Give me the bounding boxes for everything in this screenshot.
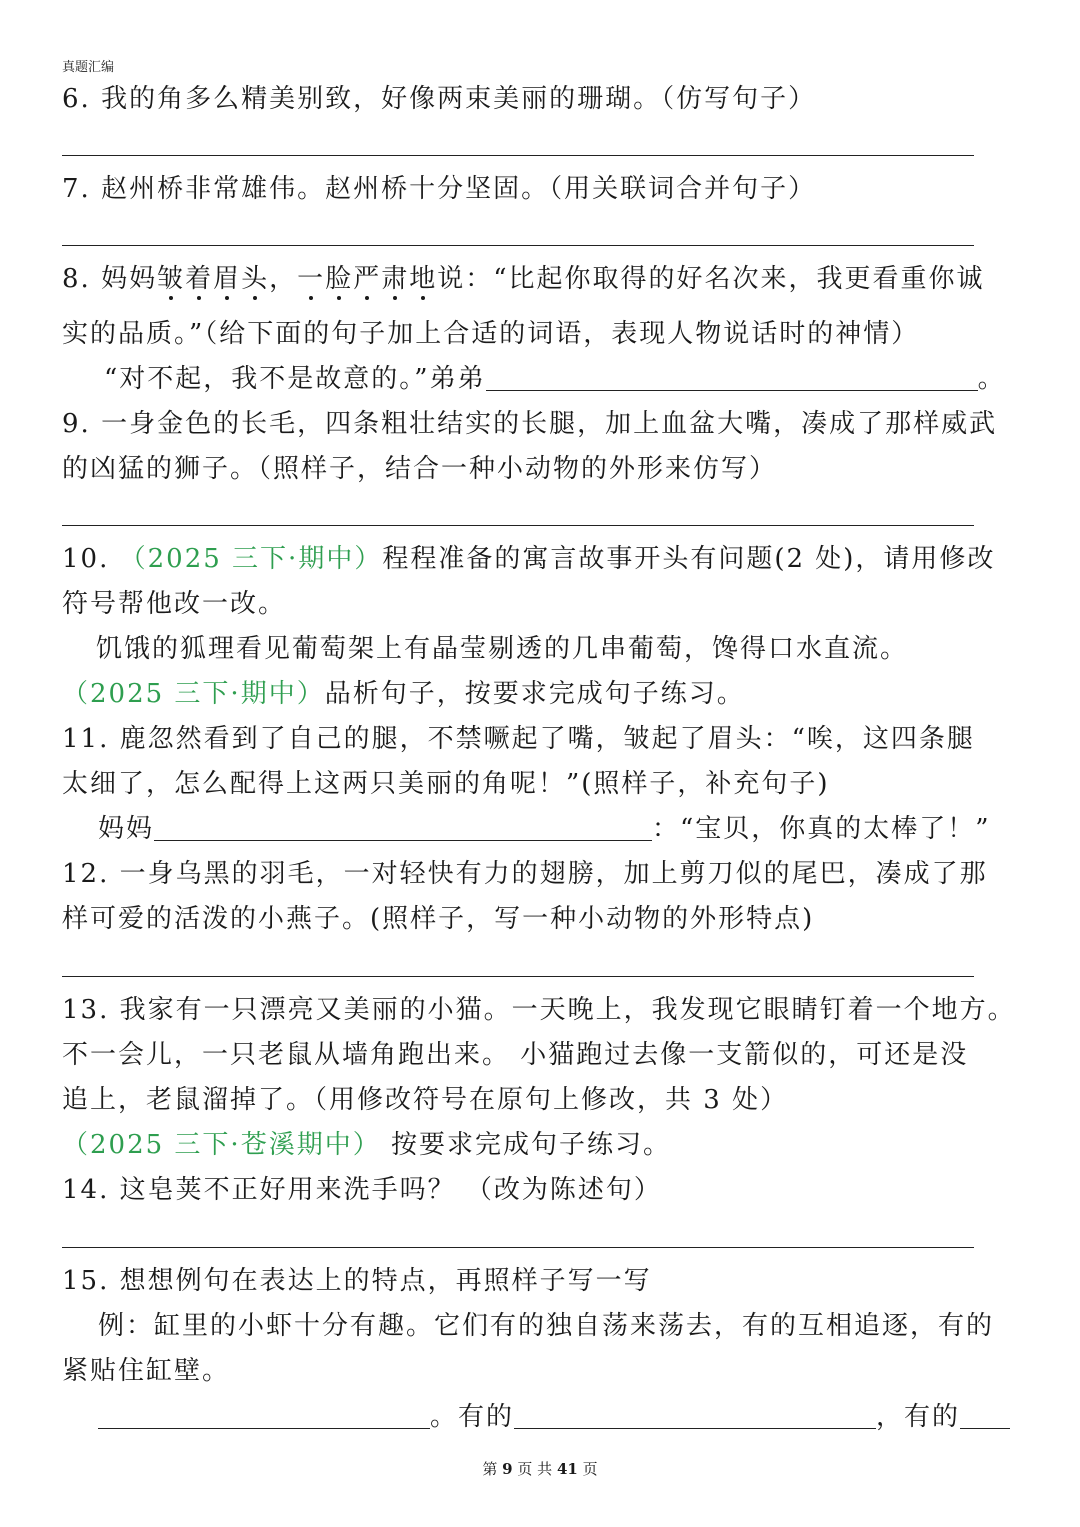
answer-line-12[interactable]: [62, 976, 974, 977]
q8-comma: ，: [269, 264, 298, 294]
q11-prompt: 妈妈: [98, 814, 155, 844]
q15-answer-blank-3[interactable]: [960, 1404, 1010, 1429]
question-9-line1: 9. 一身金色的长毛，四条粗壮结实的长腿，加上血盆大嘴，凑成了那样威武: [62, 409, 998, 439]
section-heading-b: [62, 1128, 671, 1162]
q8-dotted-phrase-1: [157, 264, 269, 294]
emphasis-char: 严: [353, 264, 382, 294]
question-12-line2: 样可爱的活泼的小燕子。(照样子，写一种小动物的外形特点): [62, 904, 815, 934]
emphasis-char: 肃: [381, 264, 410, 294]
footer-post: 页: [582, 1460, 598, 1478]
question-10-line1: [62, 542, 995, 576]
question-7: 7. 赵州桥非常雄伟。赵州桥十分坚固。（用关联词合并句子）: [62, 174, 817, 204]
footer-pre: 第: [482, 1460, 498, 1478]
question-10-sentence[interactable]: 饥饿的狐理看见葡萄架上有晶莹剔透的几串葡萄，馋得口水直流。: [96, 634, 909, 664]
question-10-line2: 符号帮他改一改。: [62, 589, 287, 619]
question-13-line3[interactable]: 追上，老鼠溜掉了。（用修改符号在原句上修改，共 3 处）: [62, 1085, 789, 1115]
footer-page-number: 9: [502, 1460, 513, 1478]
question-8-line3: [104, 362, 1006, 396]
emphasis-char: 着: [185, 264, 214, 294]
q10-text: 程程准备的寓言故事开头有问题(2 处)，请用修改: [382, 544, 996, 574]
q15-seg2: ，有的: [876, 1402, 961, 1432]
question-13-line1[interactable]: 13. 我家有一只漂亮又美丽的小猫。一天晚上，我发现它眼睛钉着一个地方。: [62, 995, 1016, 1025]
emphasis-char: 一: [297, 264, 326, 294]
q15-answer-blank-1[interactable]: [98, 1404, 430, 1429]
section-a-tag: （2025 三下·期中）: [62, 679, 325, 709]
question-15-line1: 15. 想想例句在表达上的特点，再照样子写一写: [62, 1266, 652, 1296]
q10-number: 10.: [62, 544, 120, 574]
question-15-answer-row: [98, 1400, 1010, 1434]
footer-total-pages: 41: [556, 1460, 578, 1478]
footer-mid: 页 共: [517, 1460, 553, 1478]
emphasis-char: 皱: [157, 264, 186, 294]
q8-answer-blank[interactable]: [486, 366, 978, 391]
question-9-line2: 的凶猛的狮子。（照样子，结合一种小动物的外形来仿写）: [62, 454, 778, 484]
question-8-line1: [62, 262, 985, 296]
answer-line-14[interactable]: [62, 1247, 974, 1248]
emphasis-char: 脸: [325, 264, 354, 294]
q11-answer-blank[interactable]: [154, 816, 652, 841]
question-15-example-cont: 紧贴住缸壁。: [62, 1356, 231, 1386]
question-13-line2[interactable]: 不一会儿，一只老鼠从墙角跑出来。 小猫跑过去像一支箭似的，可还是没: [62, 1040, 969, 1070]
question-11-line2: 太细了，怎么配得上这两只美丽的角呢！”(照样子，补充句子): [62, 769, 830, 799]
q8-seg1: 妈妈: [101, 264, 158, 294]
question-11-line3: [98, 812, 991, 846]
document-header: 真题汇编: [62, 60, 115, 75]
q8-period: 。: [977, 364, 1006, 394]
q8-dotted-phrase-2: [297, 264, 437, 294]
q8-prompt: “对不起，我不是故意的。”弟弟: [104, 364, 486, 394]
question-15-example: 例：缸里的小虾十分有趣。它们有的独自荡来荡去，有的互相追逐，有的: [98, 1311, 995, 1341]
page-footer: [0, 1458, 1080, 1479]
answer-line-7[interactable]: [62, 245, 974, 246]
emphasis-char: 眉: [213, 264, 242, 294]
section-b-text: 按要求完成句子练习。: [380, 1130, 671, 1160]
question-6: 6. 我的角多么精美别致，好像两束美丽的珊瑚。（仿写句子）: [62, 84, 817, 114]
q15-seg1: 。有的: [430, 1402, 515, 1432]
question-12-line1: 12. 一身乌黑的羽毛，一对轻快有力的翅膀，加上剪刀似的尾巴，凑成了那: [62, 859, 988, 889]
answer-line-6[interactable]: [62, 155, 974, 156]
section-b-tag: （2025 三下·苍溪期中）: [62, 1130, 381, 1160]
emphasis-char: 头: [241, 264, 270, 294]
emphasis-char: 地: [409, 264, 438, 294]
question-14: 14. 这皂荚不正好用来洗手吗？ （改为陈述句）: [62, 1175, 662, 1205]
q15-answer-blank-2[interactable]: [514, 1404, 876, 1429]
section-a-text: 品析句子，按要求完成句子练习。: [324, 679, 745, 709]
q8-seg2: 说：“比起你取得的好名次来，我更看重你诚: [437, 264, 985, 294]
section-heading-a: [62, 677, 745, 711]
q10-source-tag: （2025 三下·期中）: [119, 544, 383, 574]
question-11-line1: 11. 鹿忽然看到了自己的腿，不禁噘起了嘴，皱起了眉头：“唉，这四条腿: [62, 724, 975, 754]
q11-quote: ：“宝贝，你真的太棒了！”: [652, 814, 991, 844]
q8-number: 8.: [62, 264, 102, 294]
question-8-line2: 实的品质。”（给下面的句子加上合适的词语，表现人物说话时的神情）: [62, 319, 920, 349]
answer-line-9[interactable]: [62, 525, 974, 526]
